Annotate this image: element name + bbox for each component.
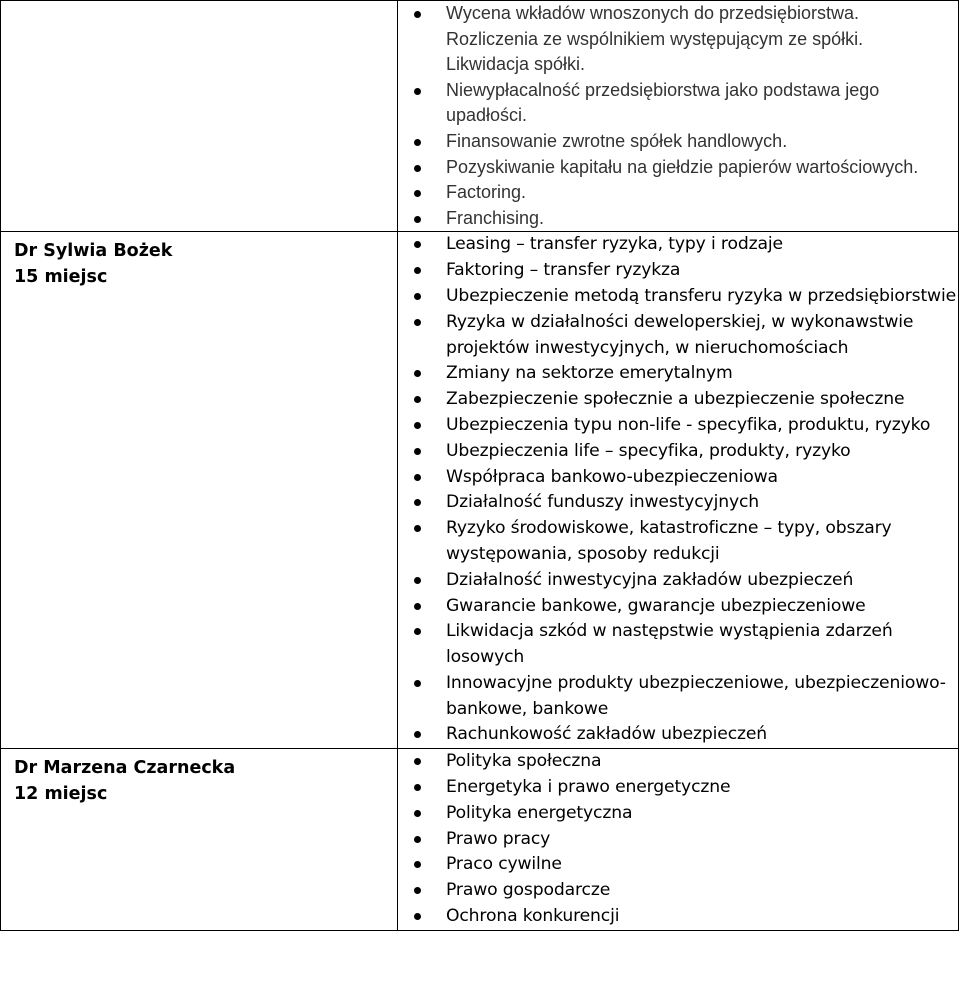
topic-text: Ryzyko środowiskowe, katastroficzne – typy, obszary występowania, sposoby redukcji [446,518,892,564]
topic-text: Franchising. [446,207,545,228]
topics-cell [398,232,959,749]
list-item [398,155,958,181]
topic-list [398,749,958,930]
topic-text: Faktoring – transfer ryzykza [446,260,681,281]
list-item [398,206,958,232]
supervisor-cell [1,749,398,931]
supervisor-cell [1,1,398,232]
list-item [398,78,958,129]
bullet-icon [414,216,421,223]
list-item [398,671,958,723]
topic-text: Wycena wkładów wnoszonych do przedsiębiorstwa. [446,3,860,23]
list-item [398,1,958,27]
supervisor-capacity: 12 miejsc [14,784,108,805]
list-item [398,801,958,827]
list-item [398,232,958,258]
list-item [398,387,958,413]
topic-text: Prawo pracy [446,828,551,849]
topic-list [398,232,958,748]
topic-text: Niewypłacalność przedsiębiorstwa jako podstawa jego upadłości. [446,79,880,126]
list-item [398,465,958,491]
topic-text: Ubezpieczenia typu non-life - specyfika, produktu, ryzyko [446,414,931,435]
bullet-icon [414,836,421,843]
bullet-icon [414,499,421,506]
topic-text: Factoring. [446,182,527,203]
list-item [398,749,958,775]
list-item [398,619,958,671]
topic-text: Likwidacja spółki. [446,54,586,75]
bullet-icon [414,370,421,377]
list-item [398,129,958,155]
bullet-icon [414,190,421,197]
list-item [398,594,958,620]
topic-text: Gwarancie bankowe, gwarancje ubezpieczeniowe [446,595,866,616]
topic-text: Prawo gospodarcze [446,880,611,901]
supervisor-cell [1,232,398,749]
topic-text: Ubezpieczenie metodą transferu ryzyka w przedsiębiorstwie [446,285,957,306]
list-item [398,516,958,568]
supervisor-name: Dr Marzena Czarnecka [14,758,236,779]
topic-text: Polityka energetyczna [446,802,633,823]
list-item [398,310,958,362]
list-item [398,722,958,748]
topic-text: Energetyka i prawo energetyczne [446,777,731,798]
supervisor-name: Dr Sylwia Bożek [14,241,173,262]
list-item [398,490,958,516]
list-item [398,775,958,801]
bullet-icon [414,810,421,817]
topic-text: Innowacyjne produkty ubezpieczeniowe, ubezpieczeniowo-bankowe, bankowe [446,672,946,719]
bullet-icon [414,731,421,738]
bullet-icon [414,422,421,429]
topic-text: Ubezpieczenia life – specyfika, produkty, ryzyko [446,440,851,461]
topic-text: Współpraca bankowo-ubezpieczeniowa [446,466,778,487]
bullet-icon [414,241,421,248]
list-item [398,413,958,439]
bullet-icon [414,603,421,610]
bullet-icon [414,680,421,687]
topic-text: Działalność funduszy inwestycyjnych [446,492,760,513]
topic-text: Rozliczenia ze wspólnikiem występującym ze spółki. [446,28,864,49]
table-row [1,1,959,232]
bullet-icon [414,293,421,300]
topic-text: Ryzyka w działalności deweloperskiej, w wykonawstwie projektów inwestycyjnych, w nieruchomościach [446,311,914,358]
list-item [398,904,958,930]
list-item [398,439,958,465]
list-item [398,180,958,206]
bullet-icon [414,525,421,532]
list-item [398,852,958,878]
bullet-icon [414,139,421,146]
topics-cell [398,749,959,931]
bullet-icon [414,758,421,765]
bullet-icon [414,913,421,920]
bullet-icon [414,784,421,791]
topic-text: Pozyskiwanie kapitału na giełdzie papierów wartościowych. [446,156,919,177]
bullet-icon [414,577,421,584]
bullet-icon [414,396,421,403]
bullet-icon [414,319,421,326]
topic-text: Leasing – transfer ryzyka, typy i rodzaje [446,234,783,255]
list-item [398,568,958,594]
list-item [398,284,958,310]
list-item [398,258,958,284]
bullet-icon [414,11,421,18]
bullet-icon [414,628,421,635]
table-row [1,232,959,749]
topic-text: Polityka społeczna [446,751,602,772]
topic-text: Ochrona konkurencji [446,906,620,927]
topic-list [398,1,958,231]
bullet-icon [414,88,421,95]
bullet-icon [414,861,421,868]
topic-text: Rachunkowość zakładów ubezpieczeń [446,724,768,745]
topic-text: Zmiany na sektorze emerytalnym [446,363,733,384]
topic-text: Działalność inwestycyjna zakładów ubezpieczeń [446,569,854,590]
topic-text: Zabezpieczenie społecznie a ubezpieczenie społeczne [446,389,905,410]
bullet-icon [414,887,421,894]
topics-cell [398,1,959,232]
topic-text: Finansowanie zwrotne spółek handlowych. [446,130,788,151]
topic-text: Likwidacja szkód w następstwie wystąpienia zdarzeń losowych [446,621,893,668]
list-item [398,52,958,78]
list-item [398,27,958,53]
table-row [1,749,959,931]
topic-text: Praco cywilne [446,854,562,875]
bullet-icon [414,165,421,172]
bullet-icon [414,267,421,274]
bullet-icon [414,474,421,481]
bullet-icon [414,448,421,455]
supervisor-capacity: 15 miejsc [14,267,108,288]
list-item [398,361,958,387]
list-item [398,878,958,904]
list-item [398,827,958,853]
